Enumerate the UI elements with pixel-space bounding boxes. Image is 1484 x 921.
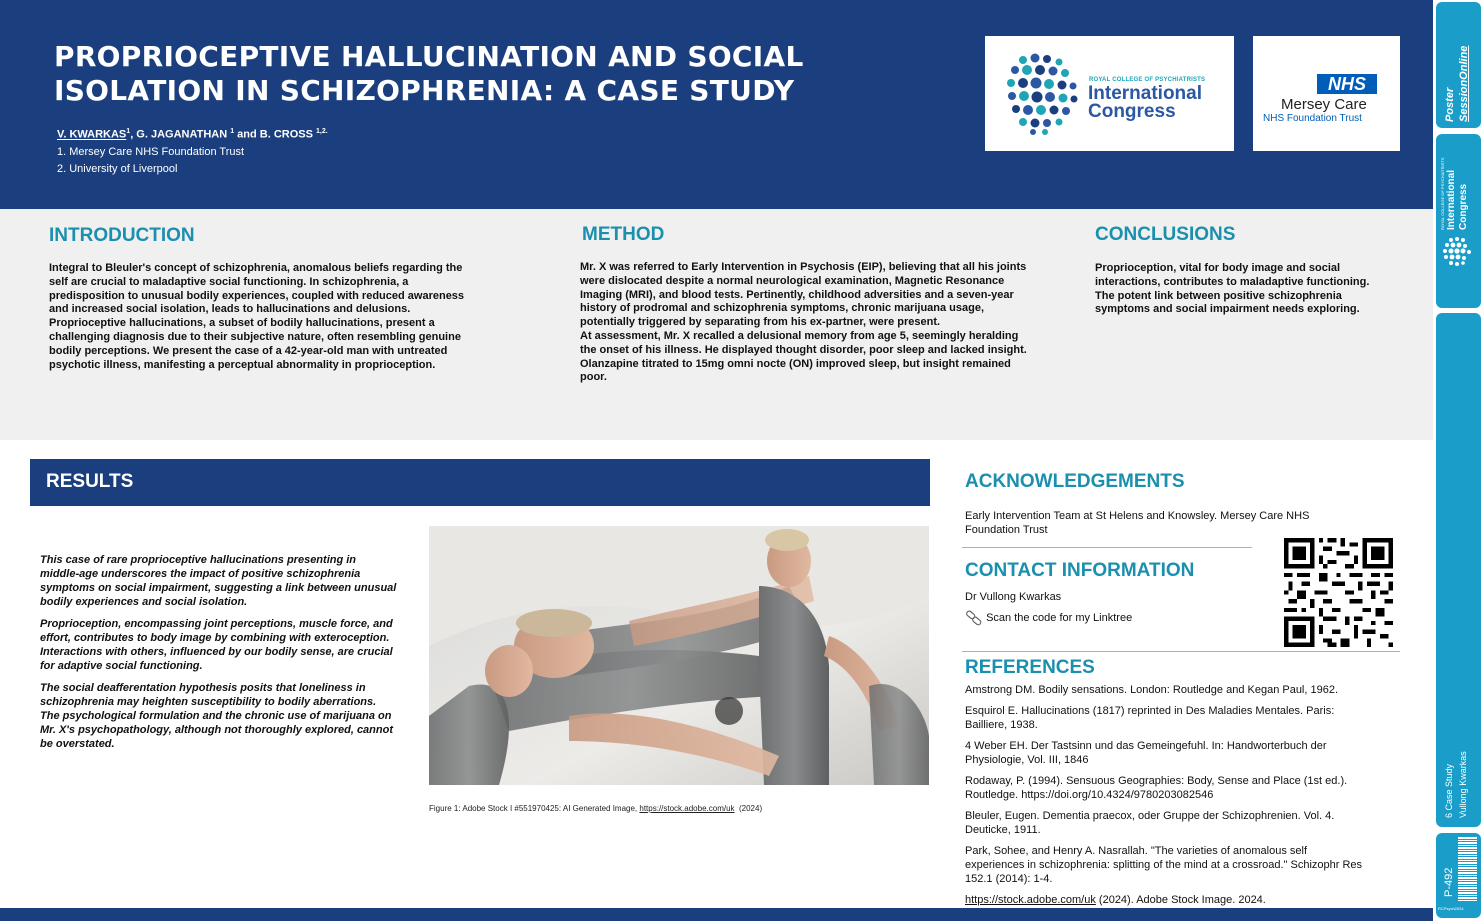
reference-item bbox=[965, 893, 1365, 907]
results-paragraph-2: Proprioception, encompassing joint perceptions, muscle force, and effort, contributes to body image by combining with exteroception. Interactions with others, influenced by our bodily sense, are crucial for adaptive social functioning. bbox=[40, 618, 393, 672]
case-study-label: 6 Case Study bbox=[1444, 763, 1454, 818]
congress-dots-icon bbox=[1441, 236, 1473, 268]
nhs-foundation-trust: NHS Foundation Trust bbox=[1263, 113, 1362, 124]
bottom-bar bbox=[0, 908, 1433, 921]
affiliation-1: 1. Mersey Care NHS Foundation Trust bbox=[57, 146, 245, 158]
contact-heading: CONTACT INFORMATION bbox=[965, 560, 1195, 581]
poster-session-online-tab[interactable] bbox=[1436, 2, 1481, 128]
stretched-figures-image bbox=[429, 526, 929, 785]
reference-item: Esquirol E. Hallucinations (1817) reprinted in Des Maladies Mentales. Paris: Bailliere, 1938. bbox=[965, 705, 1335, 731]
side-navigation-strip bbox=[1433, 0, 1484, 921]
method-heading: METHOD bbox=[582, 224, 665, 245]
poster-title bbox=[54, 40, 914, 108]
references-heading: REFERENCES bbox=[965, 657, 1095, 678]
conclusions-paragraph-1: Proprioception, vital for body image and social interactions, contributes to maladaptive functioning. The potent link between positive schizophrenia symptoms and social impairment needs exploring. bbox=[1095, 262, 1370, 316]
reference-item: Bleuler, Eugen. Dementia praecox, oder Gruppe der Schizophrenien. Vol. 4. Deuticke, 1911. bbox=[965, 810, 1335, 836]
caption-prefix: Figure 1: Adobe Stock I #551970425: AI Generated Image, bbox=[429, 804, 640, 813]
poster-session-line1: Poster bbox=[1444, 87, 1456, 122]
author-1: V. KWARKAS bbox=[57, 128, 127, 141]
scan-line bbox=[965, 610, 1132, 626]
link-chain-icon bbox=[965, 610, 983, 626]
header-banner bbox=[0, 0, 1433, 209]
method-paragraph-1: Mr. X was referred to Early Intervention in Psychosis (EIP), believing that all his joints were dislocated despite a normal neurological examination, Magnetic Resonance Imaging (MRI), and blood tests. Pertinently, childhood adversities and a seven-year history of prodromal and schizophrenia symptoms, chronic marijuana usage, potentially triggered by separating from his ex-partner, were present. bbox=[580, 261, 1027, 329]
author-3: and B. CROSS bbox=[234, 128, 317, 141]
author-1-sup: 1 bbox=[126, 128, 131, 135]
international-congress-tab[interactable] bbox=[1436, 134, 1481, 308]
reference-rest: (2024). Adobe Stock Image. 2024. bbox=[1095, 894, 1266, 906]
authors bbox=[57, 128, 328, 141]
results-paragraph-1: This case of rare proprioceptive hallucinations presenting in middle-age underscores the impact of positive schizophrenia symptoms on social impairment, suggesting a link between unusual bodily experiences and social isolation. bbox=[40, 554, 397, 608]
references-list bbox=[965, 683, 1365, 914]
acknowledgements-heading: ACKNOWLEDGEMENTS bbox=[965, 471, 1185, 492]
introduction-paragraph-1: Integral to Bleuler's concept of schizophrenia, anomalous beliefs regarding the self are crucial to maladaptive social functioning. In schizophrenia, a predisposition to unusual bodily experiences, coupled with reduced awareness and increased social isolation, leads to hallucinations and delusions. bbox=[49, 262, 465, 316]
figure-caption bbox=[429, 804, 762, 813]
introduction-paragraph-2: Proprioceptive hallucinations, a subset of bodily hallucinations, present a challenging diagnosis due to their subjective nature, often resembling genuine bodily perceptions. We present the case of a 42-year-old man with untreated psychotic illness, manifesting a perceptual abnormality in proprioception. bbox=[49, 317, 461, 371]
rcpsych-congress-logo bbox=[985, 36, 1234, 151]
poster-id-tab[interactable] bbox=[1436, 833, 1481, 918]
method-text bbox=[580, 261, 1030, 385]
title-line-1: PROPRIOCEPTIVE HALLUCINATION AND SOCIAL bbox=[54, 40, 804, 73]
nhs-mersey-care: Mersey Care bbox=[1281, 96, 1367, 113]
caption-link[interactable]: https://stock.adobe.com/uk bbox=[639, 804, 735, 813]
introduction-heading: INTRODUCTION bbox=[49, 225, 195, 246]
congress-congress: Congress bbox=[1458, 183, 1469, 230]
nhs-mersey-care-logo bbox=[1253, 36, 1400, 151]
qr-code-icon bbox=[1284, 538, 1393, 647]
reference-item: Park, Sohee, and Henry A. Nasrallah. "The varieties of anomalous self experiences in schizophrenia: splitting of the mind at a crossroad." Schizophr Res 152.1 (2014): 1-4. bbox=[965, 845, 1363, 885]
reference-item: Rodaway, P. (1994). Sensuous Geographies: Body, Sense and Place (1st ed.). Routledge. https://doi.org/10.4324/9780203082546 bbox=[965, 775, 1348, 801]
caption-suffix: (2024) bbox=[734, 804, 763, 813]
affiliation-2: 2. University of Liverpool bbox=[57, 163, 178, 175]
rcpsych-international: International bbox=[1088, 83, 1203, 104]
author-2: , G. JAGANATHAN bbox=[130, 128, 231, 141]
dots-emblem-icon bbox=[1003, 52, 1087, 136]
reference-link[interactable]: https://stock.adobe.com/uk bbox=[965, 894, 1096, 906]
figure-ai-generated-image bbox=[429, 526, 929, 785]
reference-item: 4 Weber EH. Der Tastsinn und das Gemeingefuhl. In: Handworterbuch der Physiologie, Vol. III, 1846 bbox=[965, 740, 1327, 766]
nhs-badge: NHS bbox=[1317, 74, 1377, 94]
side-author-name: Vullong Kwarkas bbox=[1458, 751, 1468, 818]
rcpsych-small-text: ROYAL COLLEGE OF PSYCHIATRISTS bbox=[1089, 77, 1206, 83]
author-2-sup: 1 bbox=[230, 128, 235, 135]
barcode bbox=[1458, 837, 1477, 901]
poster-info-tab[interactable] bbox=[1436, 313, 1481, 827]
contact-name: Dr Vullong Kwarkas bbox=[965, 591, 1062, 603]
poster-id: P-492 bbox=[1443, 867, 1455, 897]
results-bar bbox=[30, 459, 930, 506]
rcpsych-congress: Congress bbox=[1088, 101, 1176, 122]
linktree-qr-code[interactable] bbox=[1284, 538, 1393, 647]
introduction-text bbox=[49, 262, 467, 372]
scan-text: Scan the code for my Linktree bbox=[986, 611, 1133, 624]
acknowledgements-text: Early Intervention Team at St Helens and Knowsley. Mersey Care NHS Foundation Trust bbox=[965, 510, 1310, 536]
poster-session-line2: SessionOnline bbox=[1458, 45, 1470, 122]
congress-small-text: ROYAL COLLEGE OF PSYCHIATRISTS bbox=[1440, 157, 1445, 230]
results-paragraph-3: The social deafferentation hypothesis posits that loneliness in schizophrenia may heighten susceptibility to bodily aberrations. The psychological formulation and the chronic use of marijuana on Mr. X's psychopathology, although not thoroughly explored, cannot be overstated. bbox=[40, 682, 393, 750]
reference-item: Amstrong DM. Bodily sensations. London: Routledge and Kegan Paul, 1962. bbox=[965, 684, 1339, 696]
congress-international: International bbox=[1446, 169, 1457, 230]
results-text bbox=[40, 553, 398, 759]
divider bbox=[962, 651, 1400, 652]
conclusions-heading: CONCLUSIONS bbox=[1095, 224, 1236, 245]
barcode-label: RCPsych2024 bbox=[1438, 906, 1464, 911]
results-heading: RESULTS bbox=[46, 471, 134, 492]
divider bbox=[962, 547, 1252, 548]
conclusions-text bbox=[1095, 262, 1390, 317]
author-3-sup: 1,2. bbox=[316, 128, 328, 135]
title-line-2: ISOLATION IN SCHIZOPHRENIA: A CASE STUDY bbox=[54, 74, 795, 107]
method-paragraph-2: At assessment, Mr. X recalled a delusional memory from age 5, seemingly heralding the onset of his illness. He displayed thought disorder, poor sleep and lacked insight. Olanzapine titrated to 15mg omni nocte (ON) improved sleep, but insight remained poor. bbox=[580, 329, 1027, 384]
